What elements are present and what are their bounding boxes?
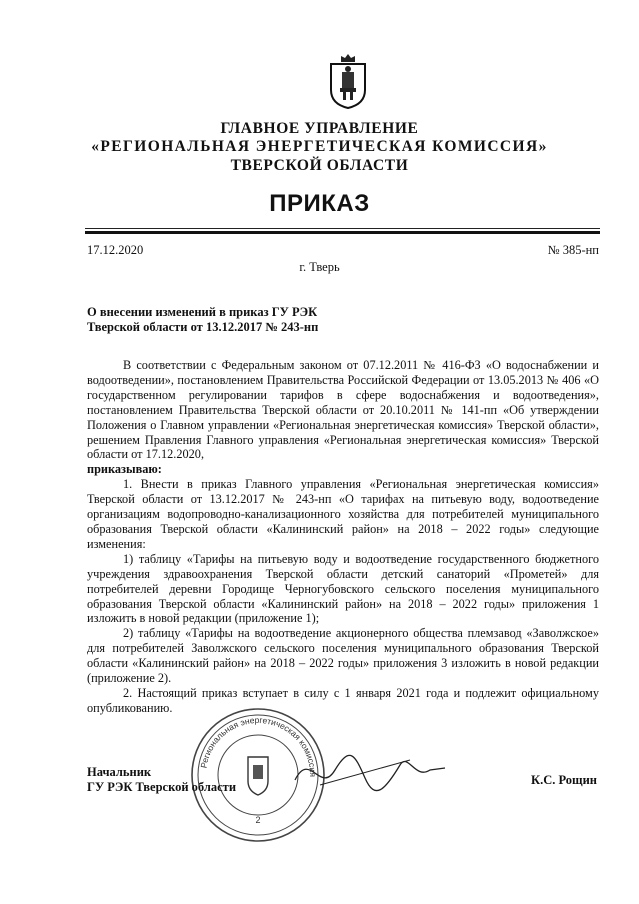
header-divider-thick	[85, 231, 600, 234]
clause-2: 2. Настоящий приказ вступает в силу с 1 января 2021 года и подлежит официальному опубликованию.	[87, 685, 599, 715]
order-word: приказываю:	[87, 462, 162, 477]
clause-1: 1. Внести в приказ Главного управления «Региональная энергетическая комиссия» Тверской области от 13.12.2017 № 243-нп «О тарифах на питьевую воду, водоотведение организациям водопроводно-канализационного хозяйства для потребителей муниципального образования Тверской области «Калининский район» на 2018 – 2022 годы» следующие изменения:	[87, 477, 599, 551]
header-divider-thin	[85, 228, 600, 229]
authority-name-line3: ТВЕРСКОЙ ОБЛАСТИ	[230, 157, 409, 174]
document-number: № 385-нп	[547, 243, 599, 257]
handwritten-signature	[290, 740, 450, 800]
subject-line2: Тверской области от 13.12.2017 № 243-нп	[87, 320, 319, 334]
authority-name-line2: «РЕГИОНАЛЬНАЯ ЭНЕРГЕТИЧЕСКАЯ КОМИССИЯ»	[91, 138, 548, 155]
tver-coat-of-arms-icon	[327, 52, 369, 110]
document-type-title: ПРИКАЗ	[269, 190, 370, 217]
stamp-text: Региональная энергетическая комиссия	[198, 714, 319, 777]
document-body	[87, 358, 599, 716]
signatory-title	[87, 765, 236, 795]
signatory-title-line2: ГУ РЭК Тверской области	[87, 780, 237, 794]
signatory-name: К.С. Рощин	[531, 773, 597, 787]
document-city: г. Тверь	[299, 260, 340, 274]
subject-line1: О внесении изменений в приказ ГУ РЭК	[87, 305, 318, 319]
signatory-title-line1: Начальник	[87, 765, 152, 779]
stamp-number: 2	[255, 815, 261, 825]
document-subject	[87, 305, 318, 335]
document-date: 17.12.2020	[87, 243, 144, 257]
clause-1-item-1: 1) таблицу «Тарифы на питьевую воду и водоотведение государственного бюджетного учреждения здравоохранения Тверской области детский санаторий «Прометей» для потребителей деревни Городище Черногубовского сельского поселения муниципального образования Тверской области «Калининский район» на 2018 – 2022 годы» приложения 1 изложить в новой редакции (приложение 1);	[87, 551, 599, 626]
authority-name-line1: ГЛАВНОЕ УПРАВЛЕНИЕ	[220, 120, 419, 137]
preamble-paragraph: В соответствии с Федеральным законом от 07.12.2011 № 416-ФЗ «О водоснабжении и водоотведении», постановлением Правительства Российской Федерации от 13.05.2013 № 406 «О государственном регулировании тарифов в сфере водоснабжения и водоотведения», постановлением Правительства Тверской области от 20.10.2011 № 141-пп «Об утверждении Положения о Главном управлении «Региональная энергетическая комиссия» Тверской области», решением Правления Главного управления «Региональная энергетическая комиссия» Тверской области от 17.12.2020,	[87, 358, 599, 462]
clause-1-item-2: 2) таблицу «Тарифы на водоотведение акционерного общества племзавод «Заволжское» для потребителей Заволжского сельского поселения муниципального образования Тверской области «Калининский район» на 2018 – 2022 годы» приложения 3 изложить в новой редакции (приложение 2).	[87, 626, 599, 686]
